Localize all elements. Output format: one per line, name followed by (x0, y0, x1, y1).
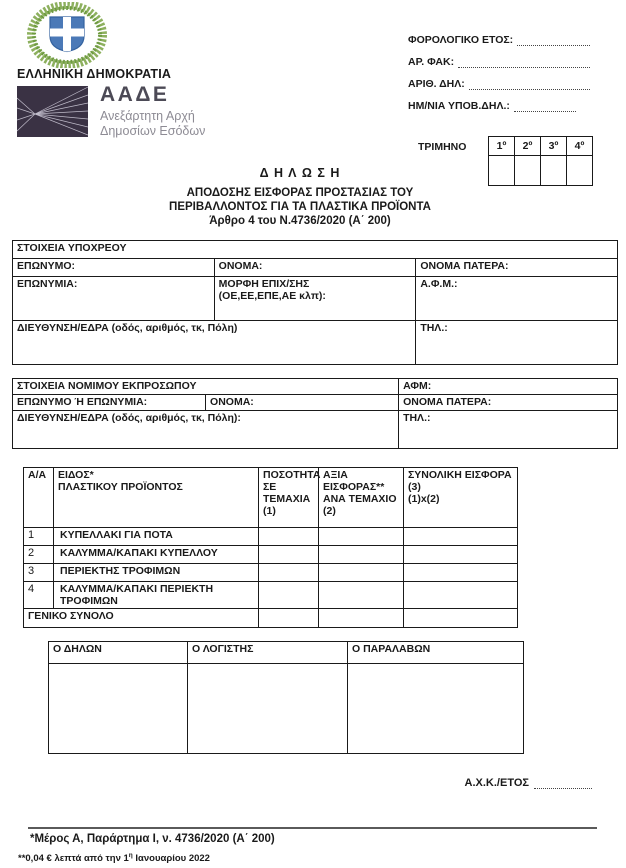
header-total-line2: (3) (408, 481, 421, 493)
tax-year-fill-line (517, 35, 590, 46)
tax-year-label: ΦΟΡΟΛΟΓΙΚΟ ΕΤΟΣ: (408, 34, 514, 46)
file-number-label: ΑΡ. ΦΑΚ: (408, 56, 455, 68)
row1-number: 1 (24, 528, 54, 546)
obligor-section-title: ΣΤΟΙΧΕΙΑ ΥΠΟΧΡΕΟΥ (13, 241, 618, 259)
obligor-surname-label: ΕΠΩΝΥΜΟ: (13, 259, 215, 277)
trimester-q1-header: 1º (489, 137, 515, 156)
header-quantity-line2: ΣΕ (263, 481, 277, 493)
signatures-blank-row (49, 664, 524, 754)
footnote-2-text: **0,04 € λεπτά από την 1 (18, 853, 129, 865)
header-total-line3: (1)x(2) (408, 493, 440, 505)
row3-total-cell (404, 564, 518, 582)
row3-number: 3 (24, 564, 54, 582)
form-title-line3: ΠΕΡΙΒΑΛΛΟΝΤΟΣ ΓΙΑ ΤΑ ΠΛΑΣΤΙΚΑ ΠΡΟΪΟΝΤΑ (169, 201, 431, 213)
header-total-line1: ΣΥΝΟΛΙΚΗ ΕΙΣΦΟΡΑ (408, 469, 512, 481)
footnote-1: *Μέρος Α, Παράρτημα Ι, ν. 4736/2020 (Α΄ 200) (30, 833, 275, 845)
obligor-afm-label: Α.Φ.Μ.: (416, 277, 618, 321)
trimester-q2-header: 2º (515, 137, 541, 156)
header-product-type-line2: ΠΛΑΣΤΙΚΟΥ ΠΡΟΪΟΝΤΟΣ (58, 481, 183, 493)
obligor-legal-form-hint: (ΟΕ,ΕΕ,ΕΠΕ,ΑΕ κλπ): (218, 290, 326, 302)
obligor-legal-form-cell (214, 277, 416, 321)
representative-tel-label: ΤΗΛ.: (399, 411, 618, 449)
declaration-number-label: ΑΡΙΘ. ΔΗΛ: (408, 78, 465, 90)
form-title-line2: ΑΠΟΔΟΣΗΣ ΕΙΣΦΟΡΑΣ ΠΡΟΣΤΑΣΙΑΣ ΤΟΥ (186, 187, 414, 199)
obligor-father-name-label: ΟΝΟΜΑ ΠΑΤΕΡΑ: (416, 259, 618, 277)
table-row (13, 321, 618, 365)
submission-date-field (408, 97, 590, 112)
table-row (13, 241, 618, 259)
row2-product-name: ΚΑΛΥΜΜΑ/ΚΑΠΑΚΙ ΚΥΠΕΛΛΟΥ (54, 546, 259, 564)
representative-section-title: ΣΤΟΙΧΕΙΑ ΝΟΜΙΜΟΥ ΕΚΠΡΟΣΩΠΟΥ (13, 379, 399, 395)
declarant-label: Ο ΔΗΛΩΝ (49, 642, 188, 664)
aade-subtitle (100, 109, 205, 139)
products-header-row (24, 468, 518, 528)
receiver-label: Ο ΠΑΡΑΛΑΒΩΝ (348, 642, 524, 664)
declarant-signature-cell (49, 664, 188, 754)
representative-father-name-label: ΟΝΟΜΑ ΠΑΤΕΡΑ: (399, 395, 618, 411)
obligor-legal-form-label: ΜΟΡΦΗ ΕΠΙΧ/ΣΗΣ (218, 278, 310, 290)
row1-unit-value-cell (319, 528, 404, 546)
row4-total-cell (404, 582, 518, 609)
aade-acronym: ΑΑΔΕ (100, 83, 170, 106)
header-unit-value-line2: ΕΙΣΦΟΡΑΣ** (323, 481, 385, 493)
row2-quantity-cell (259, 546, 319, 564)
declaration-number-fill-line (469, 79, 590, 90)
accountant-label: Ο ΛΟΓΙΣΤΗΣ (188, 642, 348, 664)
header-unit-value-line1: ΑΞΙΑ (323, 469, 348, 481)
footnote-2-superscript: η (128, 852, 133, 859)
form-title-line1: Δ Η Λ Ω Σ Η (259, 166, 341, 180)
meta-fields (408, 31, 590, 119)
header-total-contribution (404, 468, 518, 528)
table-row (13, 277, 618, 321)
table-row (13, 379, 618, 395)
header-quantity-line3: ΤΕΜΑΧΙΑ (263, 493, 311, 505)
obligor-details-table (12, 240, 618, 365)
table-row (13, 259, 618, 277)
obligor-address-label: ΔΙΕΥΘΥΝΣΗ/ΕΔΡΑ (οδός, αριθμός, τκ, Πόλη) (13, 321, 416, 365)
grand-total-sum-cell (404, 609, 518, 628)
file-number-field (408, 53, 590, 68)
row2-number: 2 (24, 546, 54, 564)
form-title (20, 166, 580, 228)
row1-total-cell (404, 528, 518, 546)
header-unit-value-line4: (2) (323, 505, 336, 517)
table-row (13, 395, 618, 411)
row4-number: 4 (24, 582, 54, 609)
declaration-number-field (408, 75, 590, 90)
representative-details-table (12, 378, 618, 449)
obligor-tel-label: ΤΗΛ.: (416, 321, 618, 365)
submission-date-fill-line (514, 101, 576, 112)
row1-quantity-cell (259, 528, 319, 546)
header-product-type (54, 468, 259, 528)
product-row-4 (24, 582, 518, 609)
grand-total-unit-value-cell (319, 609, 404, 628)
row3-unit-value-cell (319, 564, 404, 582)
row2-unit-value-cell (319, 546, 404, 564)
plastic-products-table (23, 467, 518, 628)
row2-total-cell (404, 546, 518, 564)
table-row (13, 411, 618, 449)
signatures-table (48, 641, 524, 754)
row3-product-name: ΠΕΡΙΕΚΤΗΣ ΤΡΟΦΙΜΩΝ (54, 564, 259, 582)
row4-product-name: ΚΑΛΥΜΜΑ/ΚΑΠΑΚΙ ΠΕΡΙΕΚΤΗ ΤΡΟΦΙΜΩΝ (54, 582, 259, 609)
row4-unit-value-cell (319, 582, 404, 609)
aade-subtitle-line2: Δημοσίων Εσόδων (100, 124, 206, 138)
obligor-name-label: ΟΝΟΜΑ: (214, 259, 416, 277)
grand-total-quantity-cell (259, 609, 319, 628)
product-row-3 (24, 564, 518, 582)
representative-surname-label: ΕΠΩΝΥΜΟ Ή ΕΠΩΝΥΜΙΑ: (13, 395, 206, 411)
row4-quantity-cell (259, 582, 319, 609)
header-aa: Α/Α (24, 468, 54, 528)
aade-logo-icon (17, 86, 88, 137)
file-number-fill-line (458, 57, 590, 68)
representative-name-label: ΟΝΟΜΑ: (206, 395, 399, 411)
product-row-1 (24, 528, 518, 546)
grand-total-row (24, 609, 518, 628)
greek-emblem-icon (26, 2, 108, 68)
hellenic-republic-label: ΕΛΛΗΝΙΚΗ ΔΗΜΟΚΡΑΤΙΑ (17, 67, 172, 81)
header-product-type-line1: ΕΙΔΟΣ* (58, 469, 94, 481)
trimester-q3-header: 3º (541, 137, 567, 156)
form-title-line4: Άρθρο 4 του Ν.4736/2020 (Α΄ 200) (209, 215, 391, 227)
trimester-label: ΤΡΙΜΗΝΟ (418, 141, 467, 153)
header-unit-value (319, 468, 404, 528)
footnote-2 (18, 852, 210, 864)
header-quantity-line1: ΠΟΣΟΤΗΤΑ (263, 469, 321, 481)
product-row-2 (24, 546, 518, 564)
cross-shield-icon (50, 17, 84, 52)
header-unit-value-line3: ΑΝΑ ΤΕΜΑΧΙΟ (323, 493, 397, 505)
header-quantity-line4: (1) (263, 505, 276, 517)
row1-product-name: ΚΥΠΕΛΛΑΚΙ ΓΙΑ ΠΟΤΑ (54, 528, 259, 546)
representative-address-label: ΔΙΕΥΘΥΝΣΗ/ΕΔΡΑ (οδός, αριθμός, τκ, Πόλη): (13, 411, 399, 449)
aade-subtitle-line1: Ανεξάρτητη Αρχή (100, 109, 195, 123)
row3-quantity-cell (259, 564, 319, 582)
representative-afm-label: ΑΦΜ: (399, 379, 618, 395)
axk-year-field (465, 777, 592, 789)
submission-date-label: ΗΜ/ΝΙΑ ΥΠΟΒ.ΔΗΛ.: (408, 100, 510, 112)
grand-total-label: ΓΕΝΙΚΟ ΣΥΝΟΛΟ (24, 609, 259, 628)
footnote-2-text-end: Ιανουαρίου 2022 (132, 853, 210, 865)
axk-year-label: Α.Χ.Κ./ΕΤΟΣ (464, 777, 529, 789)
footnote-divider (28, 827, 597, 829)
signatures-header-row (49, 642, 524, 664)
axk-year-fill-line (534, 780, 592, 789)
trimester-q4-header: 4º (567, 137, 593, 156)
header-quantity (259, 468, 319, 528)
obligor-company-label: ΕΠΩΝΥΜΙΑ: (13, 277, 215, 321)
accountant-signature-cell (188, 664, 348, 754)
receiver-signature-cell (348, 664, 524, 754)
tax-year-field (408, 31, 590, 46)
trimester-header-row (489, 137, 593, 156)
